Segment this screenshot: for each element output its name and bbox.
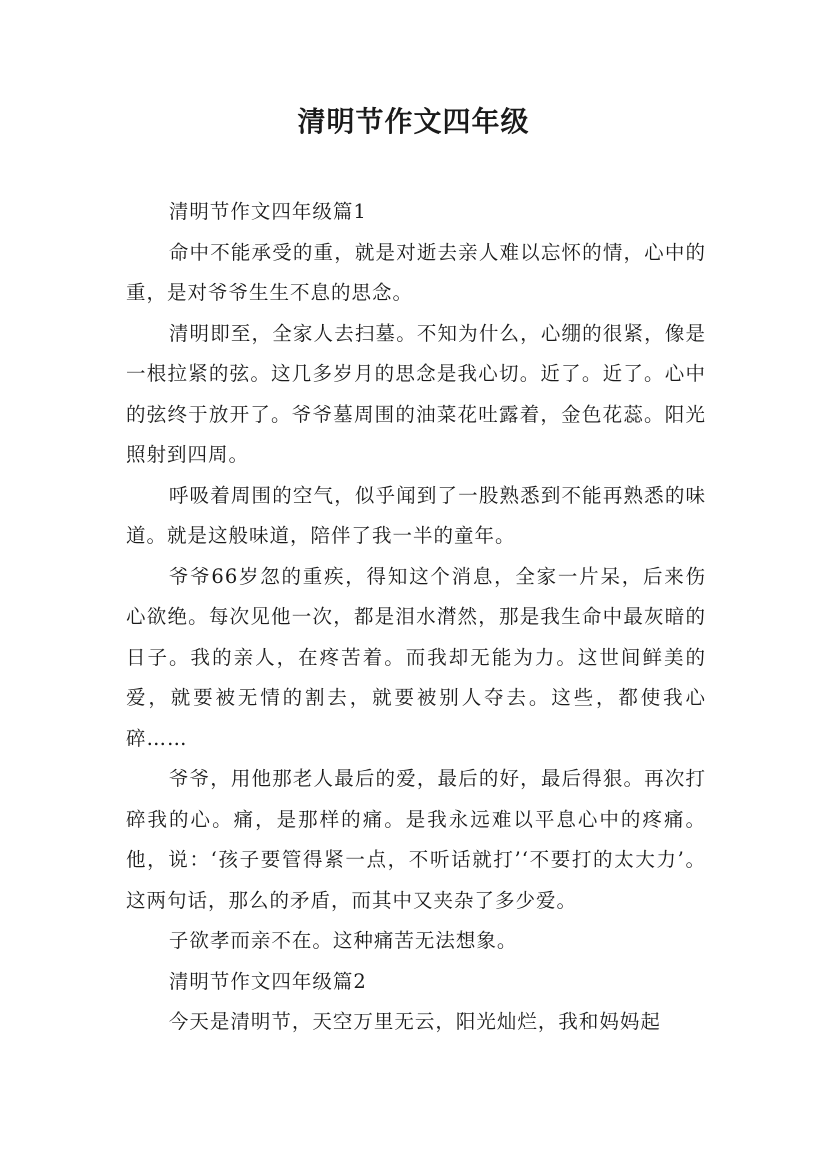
paragraph: 今天是清明节，天空万里无云，阳光灿烂，我和妈妈起 bbox=[168, 1010, 661, 1033]
section-heading-2: 清明节作文四年级篇2 bbox=[168, 969, 367, 993]
paragraph: 子欲孝而亲不在。这种痛苦无法想象。 bbox=[168, 929, 518, 952]
section-heading-1: 清明节作文四年级篇1 bbox=[168, 200, 367, 223]
paragraph: 命中不能承受的重，就是对逝去亲人难以忘怀的情，心中的重，是对爷爷生生不息的思念。 bbox=[126, 240, 706, 304]
paragraph: 爷爷66岁忽的重疾，得知这个消息，全家一片呆，后来伤心欲绝。每次见他一次，都是泪水潸然，那是我生命中最灰暗的日子。我的亲人，在疼苦着。而我却无能为力。这世间鲜美的爱，就要被无情的割去，就要被别人夺去。这些，都使我心碎…… bbox=[126, 564, 706, 750]
document-title: 清明节作文四年级 bbox=[297, 105, 530, 138]
paragraph: 呼吸着周围的空气，似乎闻到了一股熟悉到不能再熟悉的味道。就是这般味道，陪伴了我一半的童年。 bbox=[126, 483, 706, 547]
paragraph: 清明即至，全家人去扫墓。不知为什么，心绷的很紧，像是一根拉紧的弦。这几多岁月的思念是我心切。近了。近了。心中的弦终于放开了。爷爷墓周围的油菜花吐露着，金色花蕊。阳光照射到四周。 bbox=[126, 321, 706, 466]
paragraph: 爷爷，用他那老人最后的爱，最后的好，最后得狠。再次打碎我的心。痛，是那样的痛。是我永远难以平息心中的疼痛。他，说：‘孩子要管得紧一点，不听话就打’‘不要打的太大力’。这两句话，那么的矛盾，而其中又夹杂了多少爱。 bbox=[126, 767, 706, 912]
document-body bbox=[126, 192, 706, 1043]
